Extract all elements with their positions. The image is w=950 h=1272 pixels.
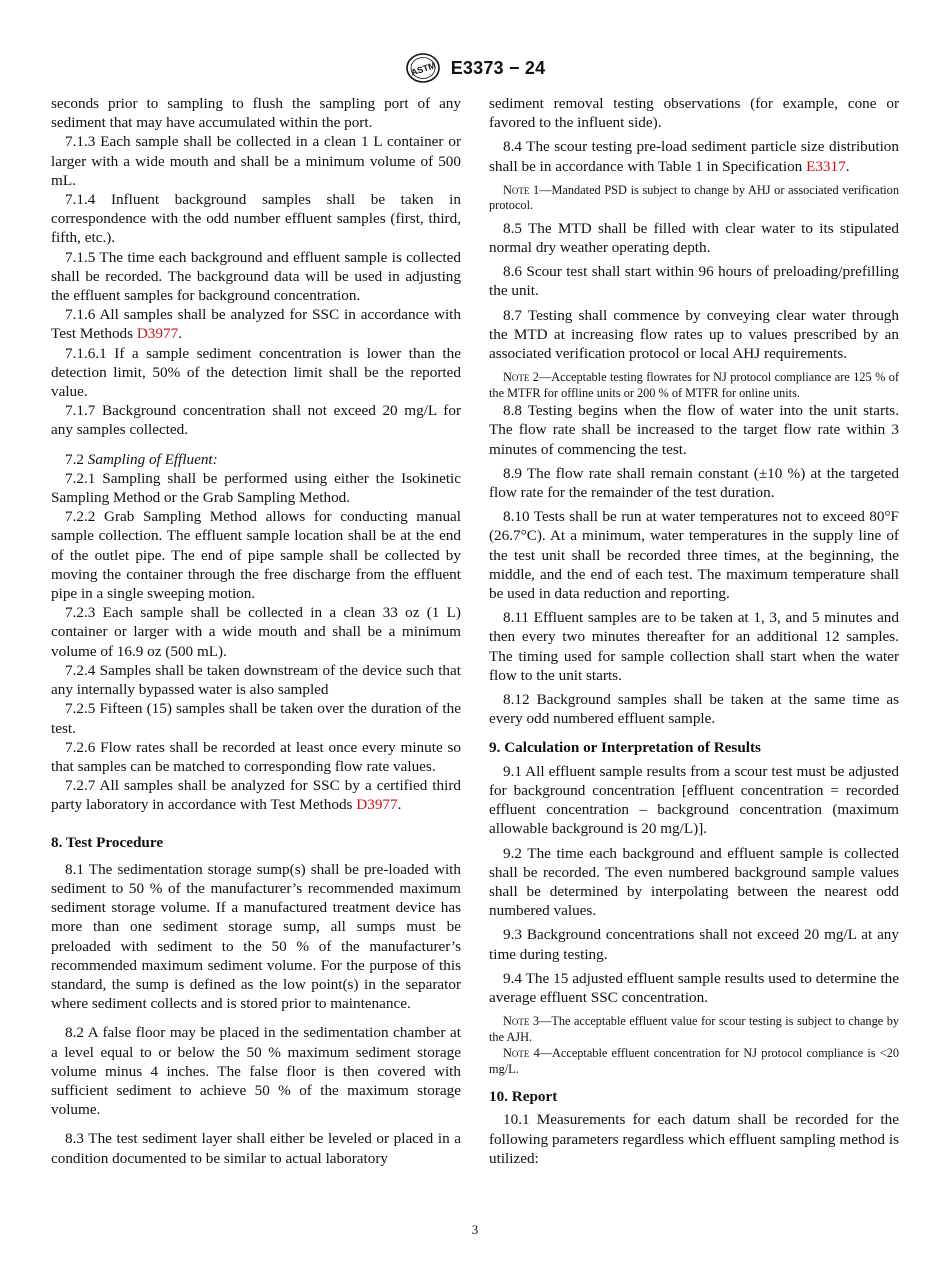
right-column (489, 94, 899, 1168)
svg-text:ASTM: ASTM (409, 60, 437, 78)
paragraph-9-1: 9.1 All effluent sample results from a scour test must be adjusted for background concentration [effluent concentration = recorded effluent concentration – background concentration (maximum allowable background is 20 mg/L)]. (489, 762, 899, 838)
paragraph-7-1-4: 7.1.4 Influent background samples shall be taken in correspondence with the odd number effluent samples (first, third, fifth, etc.). (51, 191, 461, 247)
paragraph-7-1-6: 7.1.6 All samples shall be analyzed for SSC in accordance with Test Methods D3977. (51, 306, 461, 343)
left-column (51, 94, 461, 1168)
subsection-7-2-heading: 7.2 Sampling of Effluent: (65, 450, 218, 468)
paragraph-8-1: 8.1 The sedimentation storage sump(s) shall be pre-loaded with sediment to 50 % of the manufacturer’s recommended maximum sediment storage volume. If a manufactured treatment device has more than one sediment storage sump, all sumps must be preloaded with sediment to the 50 % of the manufacturer’s recommended maximum sediment volume. For the purpose of this standard, the sump is defined as the low point(s) in the separator where sediment collects and is stored prior to maintenance. (51, 860, 461, 1013)
paragraph-8-3: 8.3 The test sediment layer shall either be leveled or placed in a condition documented to be similar to actual laboratory (51, 1130, 461, 1167)
e3317-link[interactable]: E3317 (806, 157, 846, 175)
section-9-heading: 9. Calculation or Interpretation of Results (489, 739, 761, 757)
page-header (0, 52, 950, 86)
paragraph-8-12: 8.12 Background samples shall be taken at the same time as every odd numbered effluent sample. (489, 691, 899, 728)
paragraph-7-2-4: 7.2.4 Samples shall be taken downstream of the device such that any internally bypassed water is also sampled (51, 661, 461, 699)
note-1: Note 1—Mandated PSD is subject to change by AHJ or associated verification protocol. (489, 182, 899, 213)
paragraph-10-1: 10.1 Measurements for each datum shall be recorded for the following parameters regardless which effluent sampling method is utilized: (489, 1111, 899, 1167)
paragraph-8-2: 8.2 A false floor may be placed in the sedimentation chamber at a level equal to or below the 50 % maximum sediment storage volume minus 4 inches. The false floor is then covered with sufficient sediment to achieve 50 % of the maximum storage volume. (51, 1024, 461, 1119)
paragraph: seconds prior to sampling to flush the sampling port of any sediment that may have accumulated within the port. (51, 95, 461, 132)
paragraph-8-5: 8.5 The MTD shall be filled with clear water to its stipulated normal dry weather operating depth. (489, 219, 899, 257)
paragraph-9-2: 9.2 The time each background and effluent sample is collected shall be recorded. The even numbered background sample values shall be determined by interpolating between the nearest odd numbered values. (489, 844, 899, 920)
paragraph-7-2-2: 7.2.2 Grab Sampling Method allows for conducting manual sample collection. The effluent sample location shall be at the end of the outlet pipe. The end of pipe sample shall be collected by moving the container through the free discharge from the effluent pipe in a single sweeping motion. (51, 508, 461, 603)
paragraph-7-1-5: 7.1.5 The time each background and effluent sample is collected shall be recorded. The background data will be used in adjusting the effluent samples for background concentration. (51, 248, 461, 305)
paragraph-7-2-3: 7.2.3 Each sample shall be collected in a clean 33 oz (1 L) container or larger with a wide mouth and shall be a minimum volume of 16.9 oz (500 mL). (51, 604, 461, 660)
paragraph-7-1-3: 7.1.3 Each sample shall be collected in a clean 1 L container or larger with a wide mouth and shall be a minimum volume of 500 mL. (51, 133, 461, 189)
paragraph-7-1-6-1: 7.1.6.1 If a sample sediment concentration is lower than the detection limit, 50% of the detection limit shall be the reported value. (51, 344, 461, 401)
paragraph-8-7: 8.7 Testing shall commence by conveying clear water through the MTD at increasing flow rates up to values prescribed by an associated verification protocol or local AHJ requirements. (489, 306, 899, 363)
note-4: Note 4—Acceptable effluent concentration for NJ protocol compliance is <20 mg/L. (489, 1046, 899, 1076)
paragraph: sediment removal testing observations (for example, cone or favored to the influent side). (489, 95, 899, 132)
section-8-heading: 8. Test Procedure (51, 833, 164, 851)
paragraph-8-11: 8.11 Effluent samples are to be taken at 1, 3, and 5 minutes and then every two minutes thereafter for an additional 12 samples. The timing used for sample collection shall start when the water flow to the unit starts. (489, 609, 899, 684)
paragraph-7-2-5: 7.2.5 Fifteen (15) samples shall be taken over the duration of the test. (51, 700, 461, 737)
paragraph-8-8: 8.8 Testing begins when the flow of water into the unit starts. The flow rate shall be increased to the target flow rate within 3 minutes of commencing the test. (489, 402, 899, 458)
paragraph-7-2-6: 7.2.6 Flow rates shall be recorded at least once every minute so that samples can be matched to corresponding flow rate values. (51, 738, 461, 775)
section-10-heading: 10. Report (489, 1088, 558, 1106)
standard-designation: E3373 − 24 (450, 57, 546, 78)
note-2: Note 2—Acceptable testing flowrates for NJ protocol compliance are 125 % of the MTFR for offline units or 200 % of MTFR for online units. (489, 370, 899, 400)
d3977-link[interactable]: D3977 (136, 325, 179, 343)
paragraph-9-3: 9.3 Background concentrations shall not exceed 20 mg/L at any time during testing. (489, 926, 899, 963)
paragraph-8-4: 8.4 The scour testing pre-load sediment particle size distribution shall be in accordance with Table 1 in Specification E3317. (489, 138, 899, 175)
paragraph-8-10: 8.10 Tests shall be run at water temperatures not to exceed 80°F (26.7°C). At a minimum, water temperatures in the supply line of the test unit shall be recorded three times, at the beginning, the middle, and the end of each test. The maximum temperature shall be used in data reduction and reporting. (489, 508, 899, 603)
paragraph-8-9: 8.9 The flow rate shall remain constant (±10 %) at the targeted flow rate for the remainder of the test duration. (489, 464, 899, 502)
astm-logo-icon (405, 52, 441, 84)
paragraph-9-4: 9.4 The 15 adjusted effluent sample results used to determine the average effluent SSC concentration. (489, 969, 899, 1006)
paragraph-7-2-1: 7.2.1 Sampling shall be performed using either the Isokinetic Sampling Method or the Grab Sampling Method. (51, 469, 461, 507)
paragraph-7-1-7: 7.1.7 Background concentration shall not exceed 20 mg/L for any samples collected. (51, 402, 461, 439)
note-3: Note 3—The acceptable effluent value for scour testing is subject to change by the AJH. (489, 1014, 899, 1044)
page-number: 3 (471, 1222, 479, 1237)
paragraph-8-6: 8.6 Scour test shall start within 96 hours of preloading/prefilling the unit. (489, 263, 899, 300)
d3977-link[interactable]: D3977 (356, 796, 398, 814)
paragraph-7-2-7: 7.2.7 All samples shall be analyzed for SSC by a certified third party laboratory in accordance with Test Methods D3977. (51, 777, 461, 814)
